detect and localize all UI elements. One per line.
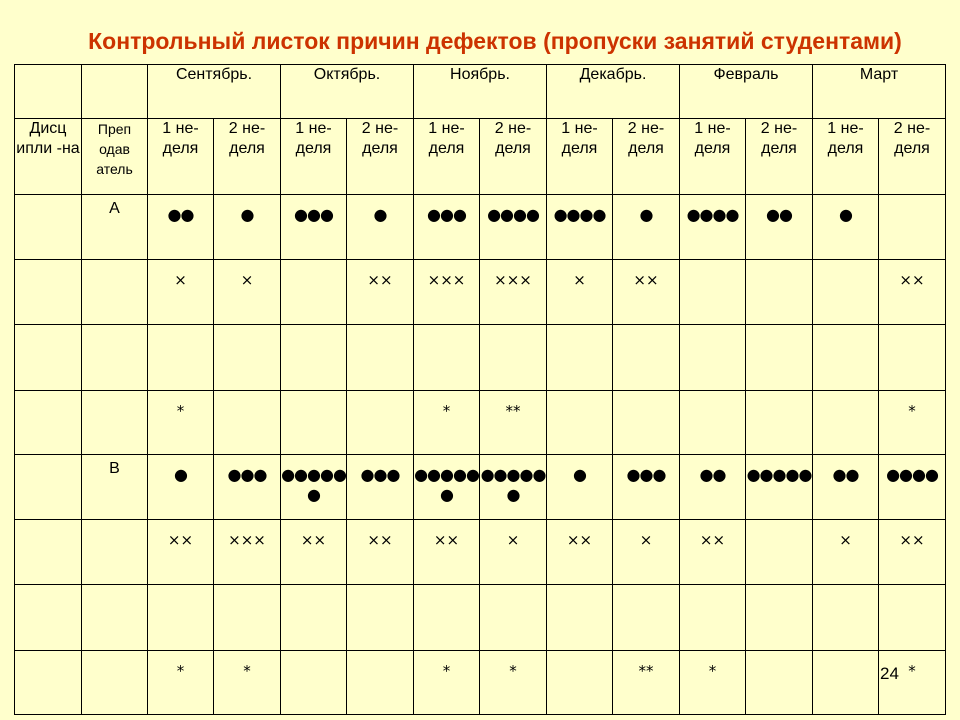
tally-cell	[613, 325, 680, 391]
tally-cell: ●	[547, 455, 613, 520]
teacher-cell	[82, 391, 148, 455]
tally-cell	[746, 260, 813, 325]
discipline-cell	[15, 325, 82, 391]
tally-cell	[746, 520, 813, 585]
discipline-cell	[15, 195, 82, 260]
tally-cell: ●	[214, 195, 281, 260]
teacher-cell	[82, 260, 148, 325]
tally-cell: ×××	[480, 260, 547, 325]
tally-row	[15, 651, 946, 715]
tally-cell	[813, 585, 879, 651]
month-header: Февраль	[680, 65, 813, 119]
page-title: Контрольный листок причин дефектов (пропуски занятий студентами)	[88, 28, 902, 54]
week-1-header: 1 не- деля	[414, 119, 480, 195]
week-1-header: 1 не- деля	[547, 119, 613, 195]
teacher-cell: В	[82, 455, 148, 520]
tally-cell: ××	[547, 520, 613, 585]
tally-cell: ●●●●	[680, 195, 746, 260]
tally-cell	[480, 585, 547, 651]
week-2-header: 2 не- деля	[480, 119, 547, 195]
tally-cell	[547, 585, 613, 651]
tally-row	[15, 585, 946, 651]
tally-cell	[214, 325, 281, 391]
tally-cell: *	[879, 391, 946, 455]
tally-cell: ●	[613, 195, 680, 260]
week-2-header: 2 не- деля	[613, 119, 680, 195]
tally-cell	[148, 585, 214, 651]
teacher-cell	[82, 651, 148, 715]
tally-cell: ●●●●	[480, 195, 547, 260]
discipline-header: Дисц ипли -на	[15, 119, 82, 195]
tally-cell	[746, 391, 813, 455]
tally-cell: ●●●●● ●	[281, 455, 347, 520]
header-blank-cell	[15, 65, 82, 119]
week-2-header: 2 не- деля	[746, 119, 813, 195]
discipline-cell	[15, 585, 82, 651]
tally-cell	[281, 325, 347, 391]
month-header: Март	[813, 65, 946, 119]
tally-cell: ●●●●	[547, 195, 613, 260]
tally-cell: *	[414, 651, 480, 715]
tally-cell: ●●	[813, 455, 879, 520]
tally-cell	[547, 325, 613, 391]
teacher-cell	[82, 520, 148, 585]
discipline-cell	[15, 260, 82, 325]
tally-cell: ●	[148, 455, 214, 520]
tally-cell: **	[480, 391, 547, 455]
tally-cell: ×	[148, 260, 214, 325]
tally-cell	[347, 325, 414, 391]
tally-cell: ××	[879, 260, 946, 325]
week-1-header: 1 не- деля	[281, 119, 347, 195]
tally-cell: ××	[414, 520, 480, 585]
tally-cell: ●●	[746, 195, 813, 260]
tally-cell: ×××	[414, 260, 480, 325]
tally-cell	[613, 585, 680, 651]
tally-cell: ●●●●● ●	[414, 455, 480, 520]
tally-cell	[480, 325, 547, 391]
tally-cell: ×	[613, 520, 680, 585]
teacher-header: Преп одав атель	[82, 119, 148, 195]
tally-cell: *	[879, 651, 946, 715]
week-2-header: 2 не- деля	[347, 119, 414, 195]
tally-cell: *	[680, 651, 746, 715]
tally-cell	[813, 325, 879, 391]
tally-cell	[347, 585, 414, 651]
tally-cell	[281, 585, 347, 651]
tally-cell: ●	[813, 195, 879, 260]
header-blank-cell	[82, 65, 148, 119]
tally-cell: ××	[347, 260, 414, 325]
tally-cell	[680, 391, 746, 455]
tally-cell: ×××	[214, 520, 281, 585]
week-1-header: 1 не- деля	[680, 119, 746, 195]
tally-cell	[813, 260, 879, 325]
tally-row	[15, 455, 946, 520]
tally-cell	[680, 325, 746, 391]
tally-cell	[746, 585, 813, 651]
tally-cell	[680, 260, 746, 325]
tally-row	[15, 325, 946, 391]
tally-cell: ●●●	[281, 195, 347, 260]
tally-cell	[680, 585, 746, 651]
tally-cell: ××	[347, 520, 414, 585]
tally-cell	[281, 391, 347, 455]
tally-cell: ××	[148, 520, 214, 585]
tally-cell	[879, 585, 946, 651]
tally-cell	[414, 325, 480, 391]
week-1-header: 1 не- деля	[813, 119, 879, 195]
month-header: Ноябрь.	[414, 65, 547, 119]
discipline-cell	[15, 455, 82, 520]
week-1-header: 1 не- деля	[148, 119, 214, 195]
tally-row	[15, 520, 946, 585]
tally-cell: ●●●●●	[746, 455, 813, 520]
tally-cell: ●●●	[214, 455, 281, 520]
tally-cell: ●●	[680, 455, 746, 520]
teacher-cell	[82, 325, 148, 391]
discipline-cell	[15, 520, 82, 585]
week-2-header: 2 не- деля	[879, 119, 946, 195]
page-number: 24	[880, 664, 899, 683]
tally-cell: *	[414, 391, 480, 455]
teacher-cell	[82, 585, 148, 651]
tally-cell	[214, 391, 281, 455]
tally-cell: ××	[281, 520, 347, 585]
discipline-cell	[15, 651, 82, 715]
tally-cell: ×	[214, 260, 281, 325]
tally-cell: ●●●●● ●	[480, 455, 547, 520]
tally-cell: **	[613, 651, 680, 715]
check-sheet-table	[14, 64, 946, 715]
discipline-cell	[15, 391, 82, 455]
tally-cell: ×	[547, 260, 613, 325]
tally-row	[15, 195, 946, 260]
tally-cell: *	[148, 391, 214, 455]
tally-cell: ×	[813, 520, 879, 585]
tally-cell	[746, 651, 813, 715]
tally-cell	[879, 195, 946, 260]
month-header: Сентябрь.	[148, 65, 281, 119]
tally-cell: ●●	[148, 195, 214, 260]
tally-cell	[879, 325, 946, 391]
tally-cell: ●●●	[347, 455, 414, 520]
tally-cell: ××	[680, 520, 746, 585]
tally-cell	[414, 585, 480, 651]
tally-cell: *	[148, 651, 214, 715]
tally-cell	[746, 325, 813, 391]
tally-cell: ●	[347, 195, 414, 260]
week-header-row	[15, 119, 946, 195]
month-header: Октябрь.	[281, 65, 414, 119]
tally-cell: ×	[480, 520, 547, 585]
tally-cell	[813, 391, 879, 455]
tally-cell	[347, 651, 414, 715]
tally-row	[15, 391, 946, 455]
tally-cell	[547, 391, 613, 455]
tally-row	[15, 260, 946, 325]
tally-cell	[214, 585, 281, 651]
tally-cell	[813, 651, 879, 715]
tally-cell: ●●●	[414, 195, 480, 260]
tally-cell: ●●●	[613, 455, 680, 520]
tally-cell	[547, 651, 613, 715]
tally-cell	[281, 260, 347, 325]
tally-cell	[148, 325, 214, 391]
tally-cell: *	[214, 651, 281, 715]
week-2-header: 2 не- деля	[214, 119, 281, 195]
tally-cell	[613, 391, 680, 455]
tally-cell: ●●●●	[879, 455, 946, 520]
tally-cell: ××	[879, 520, 946, 585]
tally-cell: ××	[613, 260, 680, 325]
month-header: Декабрь.	[547, 65, 680, 119]
teacher-cell: А	[82, 195, 148, 260]
month-header-row	[15, 65, 946, 119]
tally-cell	[281, 651, 347, 715]
tally-cell	[347, 391, 414, 455]
tally-cell: *	[480, 651, 547, 715]
